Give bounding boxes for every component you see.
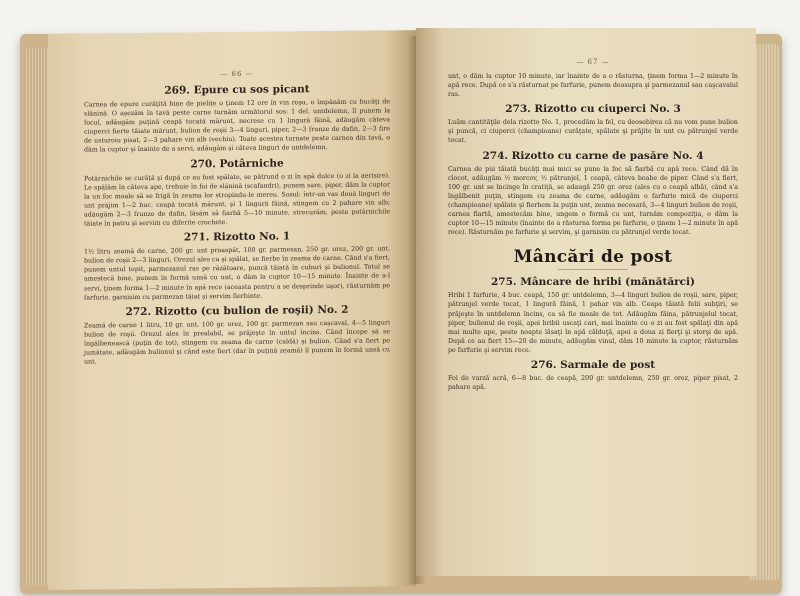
recipe (448, 276, 738, 355)
recipe-text: Foi de varză acră, 6—8 buc. de ceapă, 200 gr. untdelemn, 250 gr. orez, piper pisat, 2 pahare apă. (448, 374, 738, 392)
recipe-text: 1½ litru zeamă de carne, 200 gr. unt proaspăt, 100 gr. parmesan, 250 gr. orez, 200 gr. unt, bulion de roşii 2—3 linguri. Orezul ales ca şi spălat, se fierbe în zeama de carne. Când s'a fiert, punem untul topit, parmezanul ras pe răzătoare, puncă tăiată în cuburi şi bulionul. Totul se amestecă bine, punem în formă unsă cu unt, o dăm la cuptor 10—15 minute. Înainte de a-l servi, ţinem forma 1—2 minute în apă rece (aceasta pentru a se desprinde uşor), răsturnăm pe farfurie, garnisim cu parmezan tăiat şi servim fierbinte. (84, 245, 390, 302)
recipe-heading: 275. Mâncare de hribi (mănătărci) (490, 276, 696, 289)
recipe (448, 150, 738, 238)
section-title: Mâncări de post (513, 247, 673, 268)
section-rule (558, 269, 628, 270)
recipe-heading: 272. Rizotto (cu bulion de roşii) No. 2 (125, 303, 349, 318)
open-book (20, 18, 784, 586)
recipe-text: Carnea de pui tăiată bucăţi mai mici se pune la foc să fiarbă cu apă rece. Când dă în clocot, adăugăm ½ morcov, ½ pătrunjel, 1 ceapă, câteva boabe de piper. Când s'a fiert, 100 gr. unt se încinge în cratiţă, se adaugă 250 gr. orez (ales cu o ceapă albă), când s'a îngălbenit puţin, stingem cu zeama de carne, adăugăm o farfurie mică de ciuperci (champioane) spălate şi fierbem la puţin unt, zeama necesară, 3—4 linguri bulion de roşii, carnea fiartă, amestecăm bine, ungem o formă cu unt, turnăm compoziţia, o dăm la cuptor 10—15 minute (înainte de a răsturna forma pe farfurie, o ţinem 1—2 minute în apă rece). Răsturnăm pe farfurie şi servim, şi garnisim cu pătrunjel verde tocat. (448, 165, 738, 237)
recipe-text: Luăm cantităţile dela rizotto No. 1, procedăm la fel, cu deosebirea că nu vom pune bulion şi puncă, ci ciuperci (champioane) curăţate, spălate şi prăjite în unt cu pătrunjel verde tocat. (448, 119, 738, 145)
recipe-heading: 271. Rizotto No. 1 (183, 230, 291, 244)
recipe (84, 229, 390, 302)
right-page (416, 28, 756, 576)
left-page-edges (24, 48, 50, 586)
recipe (84, 303, 390, 367)
page-number: — 66 — (220, 69, 254, 79)
recipe-text: Hribi 1 farfurie, 4 buc. ceapă, 150 gr. untdelemn, 3—4 linguri bulion de roşii, sare, piper, pătrunjel verde tocat, 1 lingură făină, 1 pahar vin alb. Ceapa tăiată felii subţiri, se prăjeşte în untdelemn încins, ca să fie moale de tot. Adăugăm făina, pătrunjelul tocat, piper, bulionul de roşii, apoi hribii uscaţi cari, mai înainte cu o zi au fost spălaţi din apă mai multe ape, peste noapte lăsaţi în apă călduţă, apoi a doua zi fierţi şi storşi de apă. După ce au fiert 15—20 de minute, adăugăm vinul, dăm 10 minute la cuptor, răsturnăm pe farfurie şi servim rece. (448, 292, 738, 354)
recipe-text: Zeamă de carne 1 litru, 10 gr. unt, 100 gr. orez, 100 gr. parmezan sau caşcaval, 4—5 linguri bulion de roşii. Orezul ales în prealabil, se prăjeşte în untul încins. Când începe să se îngălbenească (puţin de tot), stingem cu zeama de carne (caldă) şi bulion. Când s'a fiert pe jumătate, adăugăm bulionul şi când este fiert (dar în puţină zeamă) îl punem în formă unsă cu unt. (84, 319, 390, 366)
left-page (48, 30, 416, 590)
recipe (84, 82, 390, 155)
recipe-heading: 276. Sarmale de post (530, 358, 656, 371)
page-number: — 67 — (576, 58, 610, 66)
recipe-text: Potârnichile se curăţă şi după ce au fost spălate, se pătrund o zi în apă dulce (o zi la aerisire). Le spălăm în câteva ape, trebuie în foi de slănină (scafandri), punem sare, piper, dăm la cuptor la un foc moale să se frigă în zeama lor stropindu-le mereu. Sosul: într-un vas două linguri de unt prăjim 1—2 buc. ceapă tocată mărunt, şi 1 lingură făină, stingem cu 2 pahare vin alb; adăugăm 2—3 frunze de dafin, lăsăm să fiarbă 5—10 minute, strecurăm, peste potârnichile tăiate în patru şi servim cu diferite crochete. (84, 171, 390, 228)
recipe (448, 103, 738, 145)
recipe-heading: 274. Rizotto cu carne de pasăre No. 4 (482, 149, 704, 162)
recipe-heading: 269. Epure cu sos picant (164, 83, 310, 97)
recipe (448, 359, 738, 392)
recipe-heading: 270. Potârniche (190, 157, 284, 170)
recipe-text: Carnea de epure curăţită bine de pielițe o ţinem 12 ore în vin roşu, o împănăm cu bucăţi de slănină. O aşezăm în tavă peste carne turnăm următorul sos: 1 del. untdelemn, îl punem la focul, adăugăm puţină ceapă tocată mărunt, necrese cu 1 lingură făină, adăugăm câteva ciuperci fierte tăiate mărunt, bulion de roşii 3—4 linguri, piper, 2—3 frunze de dafin, 2—3 fire de usturoiu pisat, 2—3 pahare vin alb (vechiu). Toate acestea turnate peste carnea din tavă, o dăm la cuptor şi înainte de a servi, adăugăm şi câteva linguri de untdelemn. (84, 98, 390, 155)
recipe-heading: 273. Rizotto cu ciuperci No. 3 (505, 103, 681, 116)
recipe (84, 156, 390, 229)
continued-text: unt, o dăm la cuptor 10 minute, iar înainte de a o răsturna, ţinem forma 1—2 minute în apă rece. După ce s'a răsturnat pe farfurie, punem deasupra şi parmezanul sau caşcavalul ras. (448, 73, 738, 99)
